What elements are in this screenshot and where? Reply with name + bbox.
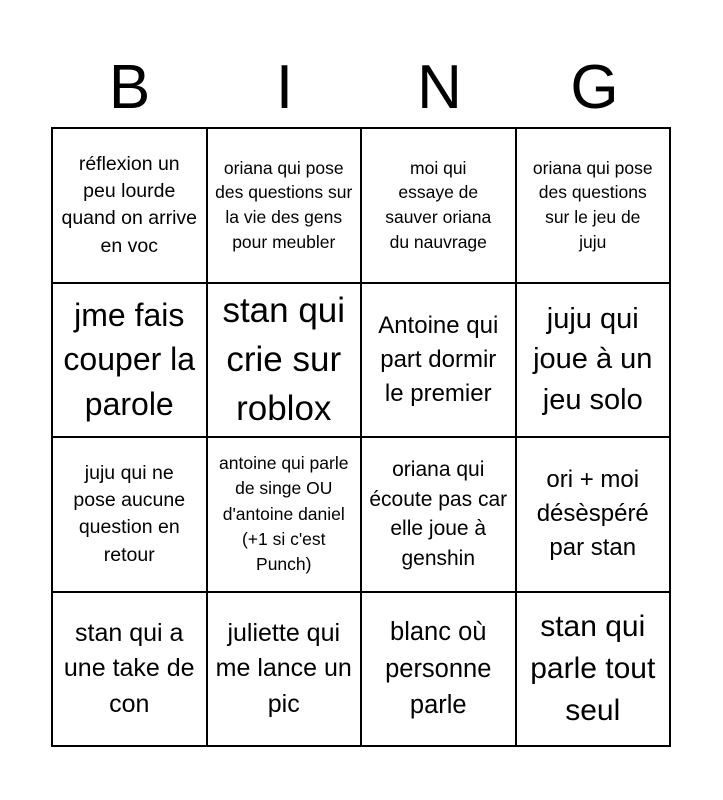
bingo-cell-text: ori + moi désèspéré par stan — [536, 466, 649, 562]
bingo-cell-text: oriana qui écoute pas car elle joue à genshin — [369, 458, 508, 570]
bingo-cell[interactable] — [516, 283, 671, 438]
bingo-cell[interactable] — [52, 437, 207, 592]
bingo-cell[interactable] — [207, 283, 362, 438]
header-letter-n: N — [417, 53, 462, 122]
bingo-cell-text: oriana qui pose des questions sur la vie des gens pour meubler — [215, 157, 353, 253]
bingo-cell[interactable] — [516, 437, 671, 592]
bingo-cell[interactable] — [516, 592, 671, 747]
bingo-cell[interactable] — [207, 592, 362, 747]
bingo-cell-text: stan qui a une take de con — [63, 618, 195, 718]
bingo-cell-text: jme fais couper la parole — [63, 296, 196, 423]
bingo-cell-text: juliette qui me lance un pic — [215, 618, 352, 718]
bingo-cell-text: antoine qui parle de singe OU d'antoine daniel (+1 si c'est Punch) — [219, 452, 349, 575]
bingo-cell-text: réflexion un peu lourde quand on arrive en voc — [61, 152, 197, 257]
bingo-header — [52, 52, 672, 124]
header-letter-g: G — [570, 53, 619, 122]
bingo-cell[interactable] — [207, 128, 362, 283]
bingo-cell-text: Antoine qui part dormir le premier — [378, 311, 499, 407]
bingo-cell[interactable] — [361, 592, 516, 747]
bingo-cell-text: juju qui ne pose aucune question en retour — [73, 461, 186, 566]
bingo-cell-text: oriana qui pose des questions sur le jeu de juju — [532, 157, 653, 253]
bingo-cell[interactable] — [516, 128, 671, 283]
bingo-cell[interactable] — [361, 437, 516, 592]
bingo-cell[interactable] — [207, 437, 362, 592]
bingo-cell-text: juju qui joue à un jeu solo — [533, 302, 653, 417]
bingo-cell[interactable] — [52, 128, 207, 283]
bingo-cell[interactable] — [361, 128, 516, 283]
bingo-cell-text: moi qui essaye de sauver oriana du nauvrage — [385, 157, 492, 253]
header-letter-i: I — [275, 53, 294, 122]
bingo-card-grid — [51, 127, 671, 747]
bingo-cell[interactable] — [52, 283, 207, 438]
bingo-cell[interactable] — [52, 592, 207, 747]
bingo-cell[interactable] — [361, 283, 516, 438]
bingo-cell-text: blanc où personne parle — [385, 618, 492, 719]
header-letter-b: B — [108, 53, 151, 122]
bingo-cell-text: stan qui crie sur roblox — [222, 291, 346, 429]
bingo-cell-text: stan qui parle tout seul — [530, 609, 656, 727]
